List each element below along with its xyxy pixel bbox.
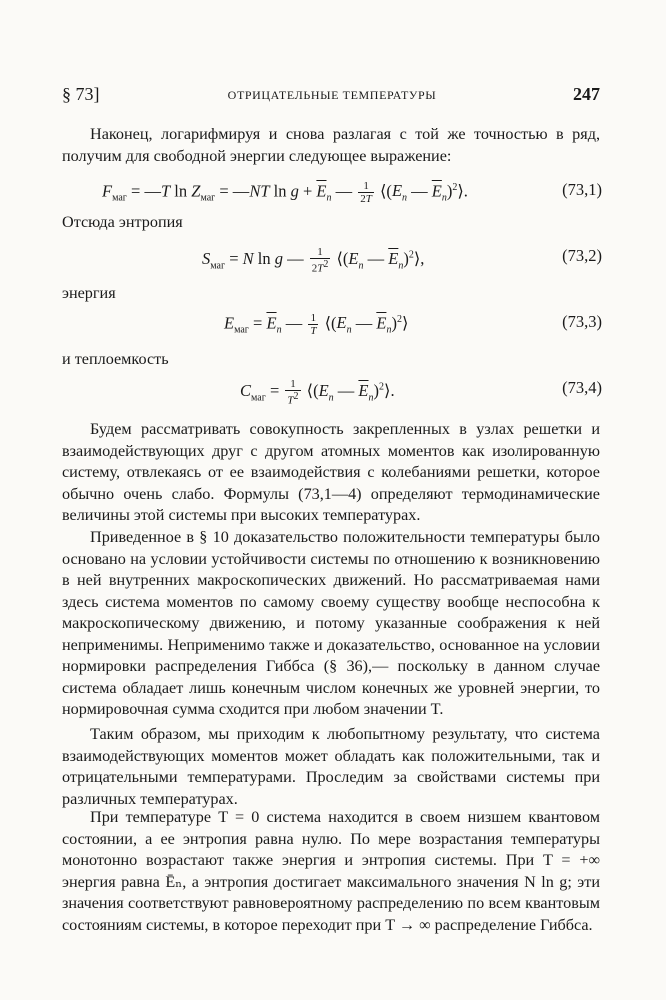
section-reference: § 73] [62, 84, 100, 104]
paragraph-negative-temperatures: Таким образом, мы приходим к любопытному результату, что система взаимодействующих моментов может обладать как положительными, так и отрицательными температурами. Проследим за свойствами системы при различных температурах. [62, 725, 600, 808]
paragraph-temperature-properties: При температуре T = 0 система находится в своем низшем квантовом состоянии, а ее энтропия равна нулю. По мере возрастания температуры монотонно возрастают также энергия и энтропия системы. При T = +∞ энергия равна Ēₙ, а энтропия достигает максимального значения N ln g; эти значения соответствуют равновероятному распределению по всем квантовым состояниям системы, в которое переходит при T → ∞ распределение Гиббса. [62, 808, 600, 934]
intro-paragraph: Наконец, логарифмируя и снова разлагая с той же точностью в ряд, получим для свободной энергии следующее выражение: [62, 125, 600, 165]
equation-number: (73,1) [562, 180, 602, 199]
lead-text-heat-capacity: и теплоемкость [62, 350, 169, 368]
equation-number: (73,3) [562, 312, 602, 331]
page-number: 247 [573, 84, 600, 104]
running-header [62, 84, 602, 112]
paragraph-positivity-proof: Приведенное в § 10 доказательство положительности температуры было основано на условии устойчивости системы по отношению к возникновению в ней внутренних макроскопических движений. Но рассматриваемая нами здесь система моментов по самому своему существу вообще неспособна к макроскопическому движению, и потому указанные соображения к ней неприменимы. Неприменимо также и доказательство, основанное на условии нормировки распределения Гиббса (§ 36),— поскольку в данном случае система обладает лишь конечным числом конечных же уровней энергии, то нормировочная сумма сходится при любом значении T. [62, 528, 600, 718]
equation-formula: $C_{маг}$ = $\frac{1}{T^2}$ $⟨(E_n$ — $\overline{E}_n)^2⟩$. [240, 378, 395, 407]
book-page [62, 0, 602, 1000]
equation-formula: $F_{маг}$ = —T $\ln Z_{маг}$ = —NT $\ln g + \overline{E}_n$ — $\frac{1}{2T}$ $⟨(E_n$ — $\overline{E}_n)^2⟩$. [102, 180, 468, 205]
paragraph-isolated-system: Будем рассматривать совокупность закрепленных в узлах решетки и взаимодействующих друг с другом атомных моментов как изолированную систему, отвлекаясь от ее взаимодействия с колебаниями решетки, которое обычно очень слабо. Формулы (73,1—4) определяют термодинамические величины этой системы при высоких температурах. [62, 420, 600, 524]
equation-formula: $E_{маг} = \overline{E}_n$ — $\frac{1}{T}$ $⟨(E_n$ — $\overline{E}_n)^2⟩$ [224, 312, 409, 337]
equation-energy [62, 304, 602, 344]
equation-heat-capacity [62, 370, 602, 410]
equation-formula: $S_{маг} = N$ ln g — $\frac{1}{2T^2}$ $⟨(E_n$ — $\overline{E}_n)^2⟩$, [202, 246, 425, 275]
equation-number: (73,4) [562, 378, 602, 397]
equation-free-energy [62, 172, 602, 212]
chapter-title: ОТРИЦАТЕЛЬНЫЕ ТЕМПЕРАТУРЫ [227, 88, 437, 102]
equation-entropy [62, 238, 602, 278]
lead-text-entropy: Отсюда энтропия [62, 213, 183, 231]
lead-text-energy: энергия [62, 284, 116, 302]
equation-number: (73,2) [562, 246, 602, 265]
